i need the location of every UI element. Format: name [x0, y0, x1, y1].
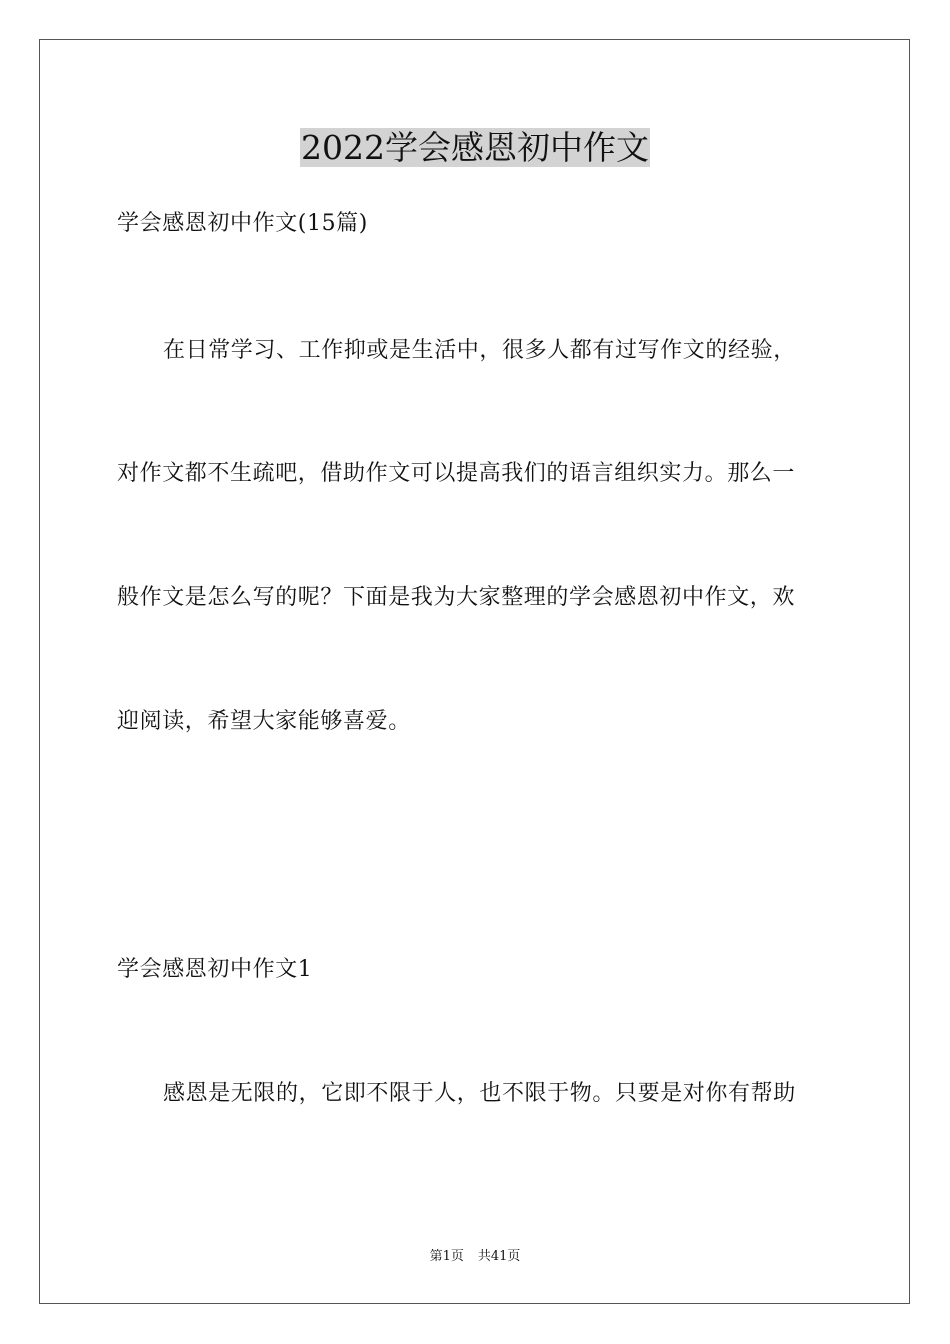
paragraph-line: 对作文都不生疏吧，借助作文可以提高我们的语言组织实力。那么一: [117, 461, 796, 486]
section-heading: 学会感恩初中作文1: [117, 957, 313, 982]
paragraph-line: 感恩是无限的，它即不限于人，也不限于物。只要是对你有帮助: [163, 1081, 796, 1106]
page-total: 共41页: [477, 1249, 521, 1264]
document-title: [0, 128, 950, 168]
page-footer: [0, 1248, 950, 1266]
paragraph-line: 迎阅读，希望大家能够喜爱。: [117, 709, 411, 734]
paragraph-line: 在日常学习、工作抑或是生活中，很多人都有过写作文的经验，: [163, 338, 796, 363]
paragraph-line: 般作文是怎么写的呢？下面是我为大家整理的学会感恩初中作文，欢: [117, 585, 796, 610]
document-subtitle: 学会感恩初中作文(15篇): [117, 211, 368, 236]
page-number: 第1页: [429, 1249, 464, 1264]
document-title-text: 2022学会感恩初中作文: [301, 128, 649, 167]
